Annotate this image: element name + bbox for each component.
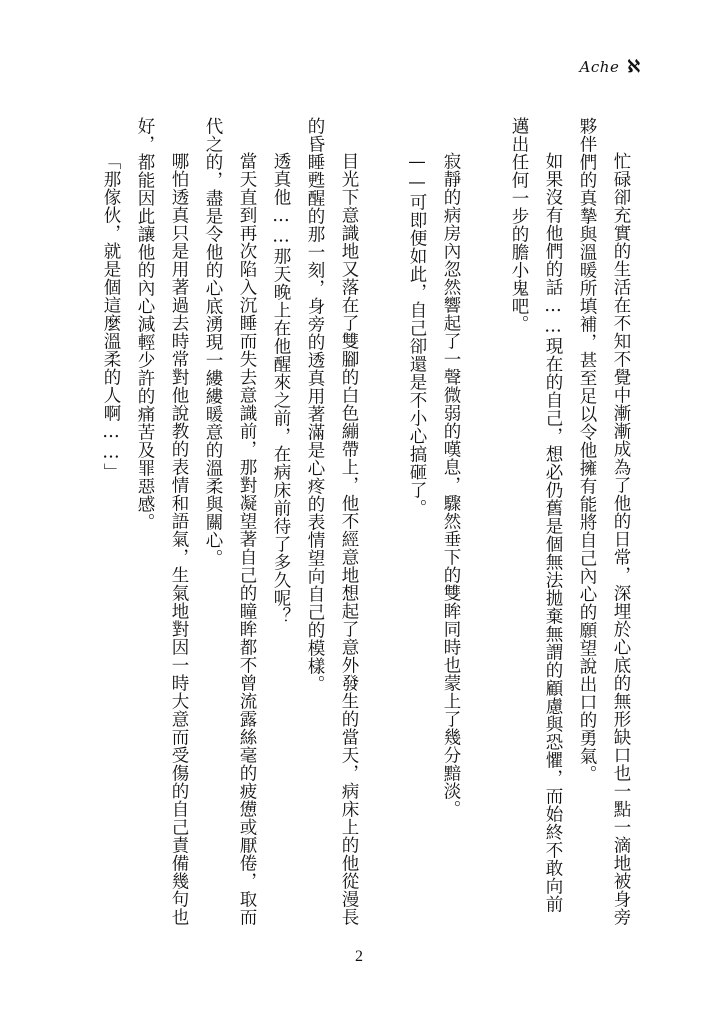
page-number: 2 <box>355 948 363 965</box>
header-emblem-icon: ℵ <box>627 56 640 77</box>
paragraph-break <box>366 117 400 927</box>
paragraph: 忙碌卻充實的生活在不知不覺中漸漸成為了他的日常，深埋於心底的無形缺口也一點一滴地被身旁夥伴們的真摯與溫暖所填補，甚至足以令他擁有能將自己內心的願望說出口的勇氣。 <box>577 117 631 926</box>
paragraph: ——可即便如此，自己卻還是不小心搞砸了。 <box>407 152 427 517</box>
paragraph: 目光下意識地又落在了雙腳的白色繃帶上，他不經意地想起了意外發生的當天，病床上的他從漫長的昏睡甦醒的那一刻，身旁的透真用著滿是心疼的表情望向自己的模樣。 <box>305 117 359 926</box>
vertical-body-text <box>78 117 638 927</box>
paragraph: 寂靜的病房內忽然響起了一聲微弱的嘆息，驟然垂下的雙眸同時也蒙上了幾分黯淡。 <box>441 152 461 818</box>
paragraph: 透真他……那天晚上在他醒來之前，在病床前待了多久呢？ <box>271 152 291 625</box>
paragraph: 哪怕透真只是用著過去時常對他說教的表情和語氣，生氣地對因一時大意而受傷的自己責備幾句也好，都能因此讓他的內心減輕少許的痛苦及罪惡感。 <box>135 117 189 926</box>
dialogue-line: 「那傢伙，就是個這麼溫柔的人啊……」 <box>101 152 121 481</box>
paragraph: 如果沒有他們的話……現在的自己，想必仍舊是個無法拋棄無謂的顧慮與恐懼，而始終不敢向前邁出任何一步的膽小鬼吧。 <box>509 117 563 913</box>
header-title: Ache <box>579 58 620 76</box>
paragraph: 當天直到再次陷入沉睡而失去意識前，那對凝望著自己的瞳眸都不曾流露絲毫的疲憊或厭倦，取而代之的，盡是令他的心底湧現一縷縷暖意的溫柔與關心。 <box>203 117 257 926</box>
paragraph-break <box>468 117 502 927</box>
running-header <box>580 58 640 76</box>
